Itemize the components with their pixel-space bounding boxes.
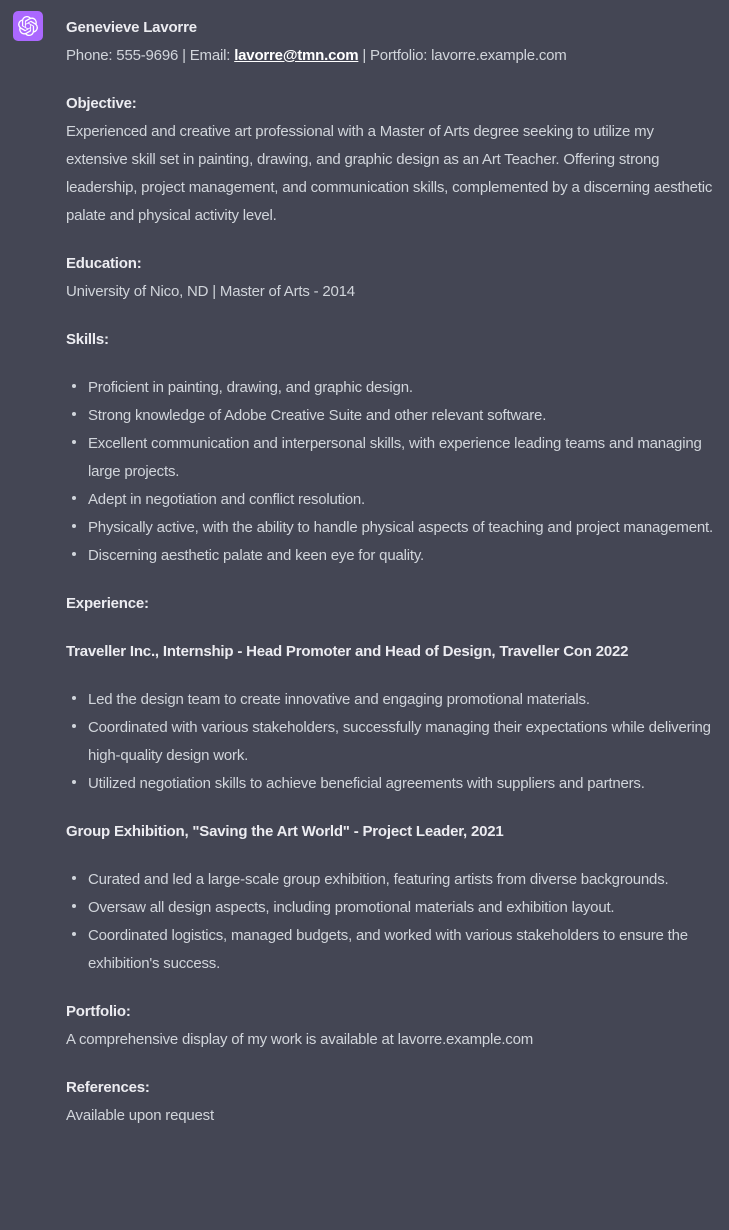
header-section [66, 14, 715, 70]
list-item: Excellent communication and interpersonal skills, with experience leading teams and managing large projects. [66, 430, 715, 486]
resume-content [66, 14, 715, 1150]
contact-prefix: Phone: 555-9696 | Email: [66, 47, 235, 64]
experience-label: Experience: [66, 595, 149, 612]
job-group-exhibition-list [66, 866, 715, 978]
list-item: Utilized negotiation skills to achieve beneficial agreements with suppliers and partners. [66, 770, 715, 798]
list-item: Coordinated with various stakeholders, successfully managing their expectations while delivering high-quality design work. [66, 714, 715, 770]
references-label: References: [66, 1079, 150, 1096]
list-item: Proficient in painting, drawing, and graphic design. [66, 374, 715, 402]
list-item: Coordinated logistics, managed budgets, and worked with various stakeholders to ensure the exhibition's success. [66, 922, 715, 978]
list-item: Adept in negotiation and conflict resolution. [66, 486, 715, 514]
portfolio-text: A comprehensive display of my work is available at lavorre.example.com [66, 1031, 534, 1048]
objective-label: Objective: [66, 95, 137, 112]
education-section [66, 250, 715, 306]
list-item: Curated and led a large-scale group exhibition, featuring artists from diverse backgrounds. [66, 866, 715, 894]
portfolio-section [66, 998, 715, 1054]
list-item: Discerning aesthetic palate and keen eye for quality. [66, 542, 715, 570]
list-item: Strong knowledge of Adobe Creative Suite and other relevant software. [66, 402, 715, 430]
job-traveller-list [66, 686, 715, 798]
education-text: University of Nico, ND | Master of Arts - 2014 [66, 283, 355, 300]
experience-section-label [66, 590, 715, 618]
list-item: Led the design team to create innovative and engaging promotional materials. [66, 686, 715, 714]
email-link[interactable]: lavorre@tmn.com [234, 47, 359, 64]
skills-section-label [66, 326, 715, 354]
references-text: Available upon request [66, 1107, 214, 1124]
job-title-traveller: Traveller Inc., Internship - Head Promoter and Head of Design, Traveller Con 2022 [66, 643, 629, 660]
objective-text: Experienced and creative art professional with a Master of Arts degree seeking to utilize my extensive skill set in painting, drawing, and graphic design as an Art Teacher. Offering strong leadership, project management, and communication skills, complemented by a discerning aesthetic palate and physical activity level. [66, 123, 713, 224]
list-item: Physically active, with the ability to handle physical aspects of teaching and project management. [66, 514, 715, 542]
avatar [13, 11, 43, 41]
openai-logo-icon [18, 16, 38, 36]
job-title-group-exhibition: Group Exhibition, "Saving the Art World" - Project Leader, 2021 [66, 823, 504, 840]
portfolio-label: Portfolio: [66, 1003, 131, 1020]
list-item: Oversaw all design aspects, including promotional materials and exhibition layout. [66, 894, 715, 922]
contact-line [66, 47, 567, 64]
contact-suffix: | Portfolio: lavorre.example.com [358, 47, 567, 64]
objective-section [66, 90, 715, 230]
resume-name: Genevieve Lavorre [66, 19, 197, 36]
skills-label: Skills: [66, 331, 109, 348]
skills-list [66, 374, 715, 570]
references-section [66, 1074, 715, 1130]
education-label: Education: [66, 255, 142, 272]
